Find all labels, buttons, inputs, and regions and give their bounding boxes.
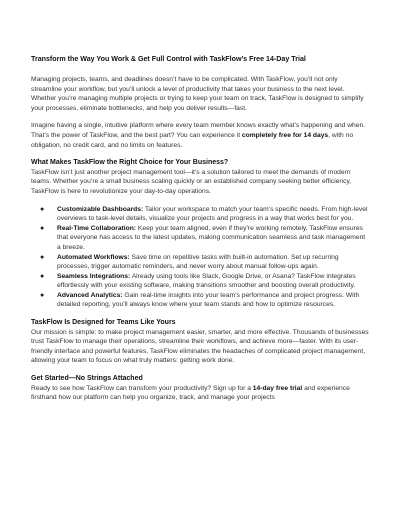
feature-text: Already using tools like Slack, Google Drive, or Asana? TaskFlow integrates effortlessly with your existing software, making transitions smoother and boosting overall productivity. [57,272,356,290]
feature-label: Real-Time Collaboration: [57,224,137,232]
bullet-icon: ● [40,253,45,261]
feature-item [31,224,370,253]
bullet-icon: ● [40,205,45,213]
feature-list [31,205,370,311]
feature-item [31,205,370,224]
section-designed-for-teams [31,318,370,366]
feature-label: Automated Workflows: [57,253,130,261]
section-heading: Get Started—No Strings Attached [31,375,143,383]
feature-text: Keep your team aligned, even if they’re working remotely. TaskFlow ensures that everyone has access to the latest updates, making communication seamless and task management a breeze. [57,224,366,251]
feature-item [31,291,370,310]
feature-text: Save time on repetitive tasks with built-in automation. Set up recurring processes, trigger automatic reminders, and never worry about manual follow-ups again. [57,253,339,271]
cta-text-before: Ready to see how TaskFlow can transform your productivity? Sign up for a [31,384,253,392]
section-get-started [31,374,370,403]
trial-paragraph [31,121,370,150]
intro-paragraph: Managing projects, teams, and deadlines doesn’t have to be complicated. With TaskFlow, you’ll not only streamline your workflow, but you’ll unlock a level of productivity that takes your business to the next level. Whether you’re managing multiple projects or trying to keep your team on track, TaskFlow is designed to simplify your processes, eliminate bottlenecks, and help you deliver results—fast. [31,76,364,112]
cta-text-after: and experience firsthand how our platform can help you organize, track, and manage your projects [31,384,350,402]
section-why-taskflow [31,158,370,196]
feature-label: Customizable Dashboards: [57,205,144,213]
trial-text-after: , with no obligation, no credit card, and no limits on features. [31,131,354,149]
section-body: Our mission is simple: to make project management easier, smarter, and more effective. Thousands of businesses trust TaskFlow to manage their operations, streamline their workflows, and achieve more—faster. With its user-friendly interface and powerful features, TaskFlow eliminates the headaches of complicated project management, allowing your team to focus on what truly matters: getting work done. [31,328,369,365]
feature-text: Gain real-time insights into your team’s performance and project progress. With detailed reporting, you’ll always know where your team stands and how to optimize resources. [57,291,360,309]
feature-label: Seamless Integrations: [57,272,131,280]
feature-label: Advanced Analytics: [57,291,123,299]
cta-emphasis: 14-day free trial [252,384,303,392]
bullet-icon: ● [40,224,45,232]
trial-emphasis: completely free for 14 days [241,131,329,139]
feature-item [31,253,370,272]
section-heading: TaskFlow Is Designed for Teams Like Yours [31,319,176,327]
section-heading: What Makes TaskFlow the Right Choice for Your Business? [31,159,229,167]
feature-item [31,272,370,291]
trial-text-before: Imagine having a single, intuitive platform where every team member knows exactly what’s happening and when. That’s the power of TaskFlow, and the best part? You can experience it [31,122,366,139]
section-body: TaskFlow isn’t just another project management tool—it’s a solution tailored to meet the demands of modern teams. Whether you’re a small business scaling quickly or an established company seeking better efficiency, TaskFlow is here to revolutionize your day-to-day operations. [31,168,352,195]
feature-text: Tailor your workspace to match your team’s specific needs. From high-level overviews to task-level details, visualize your projects and progress in a way that works best for you. [57,205,368,223]
section-body [31,384,370,403]
bullet-icon: ● [40,291,45,299]
document-title: Transform the Way You Work & Get Full Control with TaskFlow’s Free 14-Day Trial [31,55,306,63]
bullet-icon: ● [40,272,45,280]
